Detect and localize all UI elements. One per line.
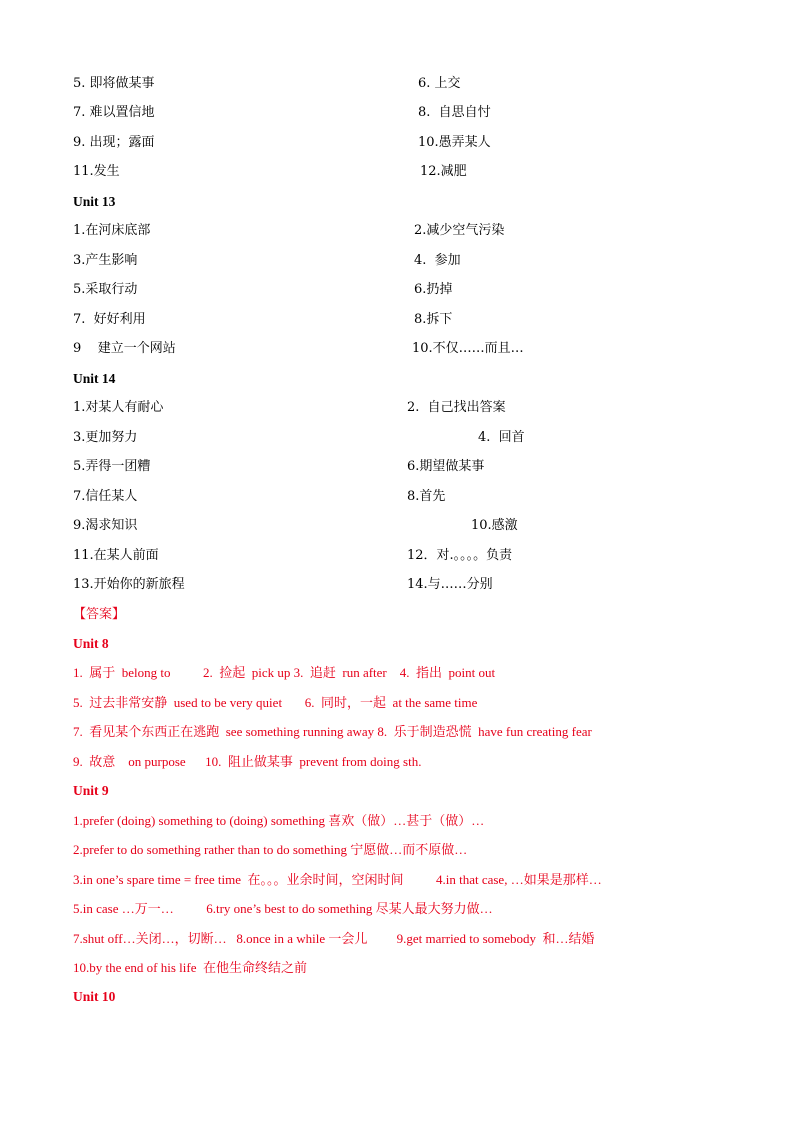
list-item: 9 建立一个网站 [73, 341, 176, 356]
list-item: 2. 自己找出答案 [407, 400, 506, 415]
answer-line: 2.prefer to do something rather than to do something 宁愿做…而不原做… [73, 842, 468, 857]
list-item: 2.减少空气污染 [414, 223, 505, 238]
list-item: 13.开始你的新旅程 [73, 577, 185, 592]
list-item: 3.更加努力 [73, 430, 138, 445]
list-item: 3.产生影响 [73, 253, 138, 268]
list-item: 8.拆下 [414, 312, 453, 327]
answer-line: 9. 故意 on purpose 10. 阻止做某事 prevent from doing sth. [73, 754, 422, 769]
list-item: 7. 好好利用 [73, 312, 146, 327]
list-item: 12.减肥 [420, 164, 467, 179]
answer-line: 5.in case …万一… 6.try one’s best to do something 尽某人最大努力做… [73, 901, 493, 916]
list-item: 7.信任某人 [73, 489, 138, 504]
answer-line: 1.prefer (doing) something to (doing) something 喜欢（做）…甚于（做）… [73, 813, 485, 828]
unit-heading: Unit 14 [73, 371, 116, 386]
answer-line: 3.in one’s spare time = free time 在。。。业余时间，空闲时间 4.in that case, …如果是那样… [73, 872, 602, 887]
list-item: 6.期望做某事 [407, 459, 485, 474]
list-item: 4. 参加 [414, 253, 461, 268]
list-item: 9. 出现；露面 [73, 135, 155, 150]
list-item: 11.发生 [73, 164, 120, 179]
list-item: 5. 即将做某事 [73, 76, 155, 91]
list-item: 11.在某人前面 [73, 548, 159, 563]
list-item: 10.感激 [471, 518, 518, 533]
list-item: 10.不仅……而且… [412, 341, 524, 356]
list-item: 4. 回首 [478, 430, 525, 445]
answer-line: 10.by the end of his life 在他生命终结之前 [73, 960, 307, 975]
unit-heading: Unit 10 [73, 989, 116, 1004]
list-item: 9.渴求知识 [73, 518, 138, 533]
answer-line: 7. 看见某个东西正在逃跑 see something running away 8. 乐于制造恐慌 have fun creating fear [73, 724, 592, 739]
list-item: 14.与……分别 [407, 577, 493, 592]
list-item: 10.愚弄某人 [418, 135, 491, 150]
list-item: 1.对某人有耐心 [73, 400, 164, 415]
unit-heading: Unit 9 [73, 783, 109, 798]
unit-heading: Unit 8 [73, 636, 109, 651]
list-item: 5.弄得一团糟 [73, 459, 151, 474]
list-item: 8.首先 [407, 489, 446, 504]
answer-line: 7.shut off…关闭…，切断… 8.once in a while 一会儿 9.get married to somebody 和…结婚 [73, 931, 595, 946]
list-item: 1.在河床底部 [73, 223, 151, 238]
list-item: 5.采取行动 [73, 282, 138, 297]
answers-heading: 【答案】 [73, 607, 126, 622]
list-item: 8. 自思自忖 [418, 105, 491, 120]
answer-line: 1. 属于 belong to 2. 捡起 pick up 3. 追赶 run after 4. 指出 point out [73, 665, 496, 680]
list-item: 12．对.。。。。负责 [407, 548, 513, 563]
answer-line: 5. 过去非常安静 used to be very quiet 6. 同时，一起 at the same time [73, 695, 478, 710]
list-item: 6.扔掉 [414, 282, 453, 297]
unit-heading: Unit 13 [73, 194, 116, 209]
list-item: 7. 难以置信地 [73, 105, 155, 120]
list-item: 6. 上交 [418, 76, 461, 91]
